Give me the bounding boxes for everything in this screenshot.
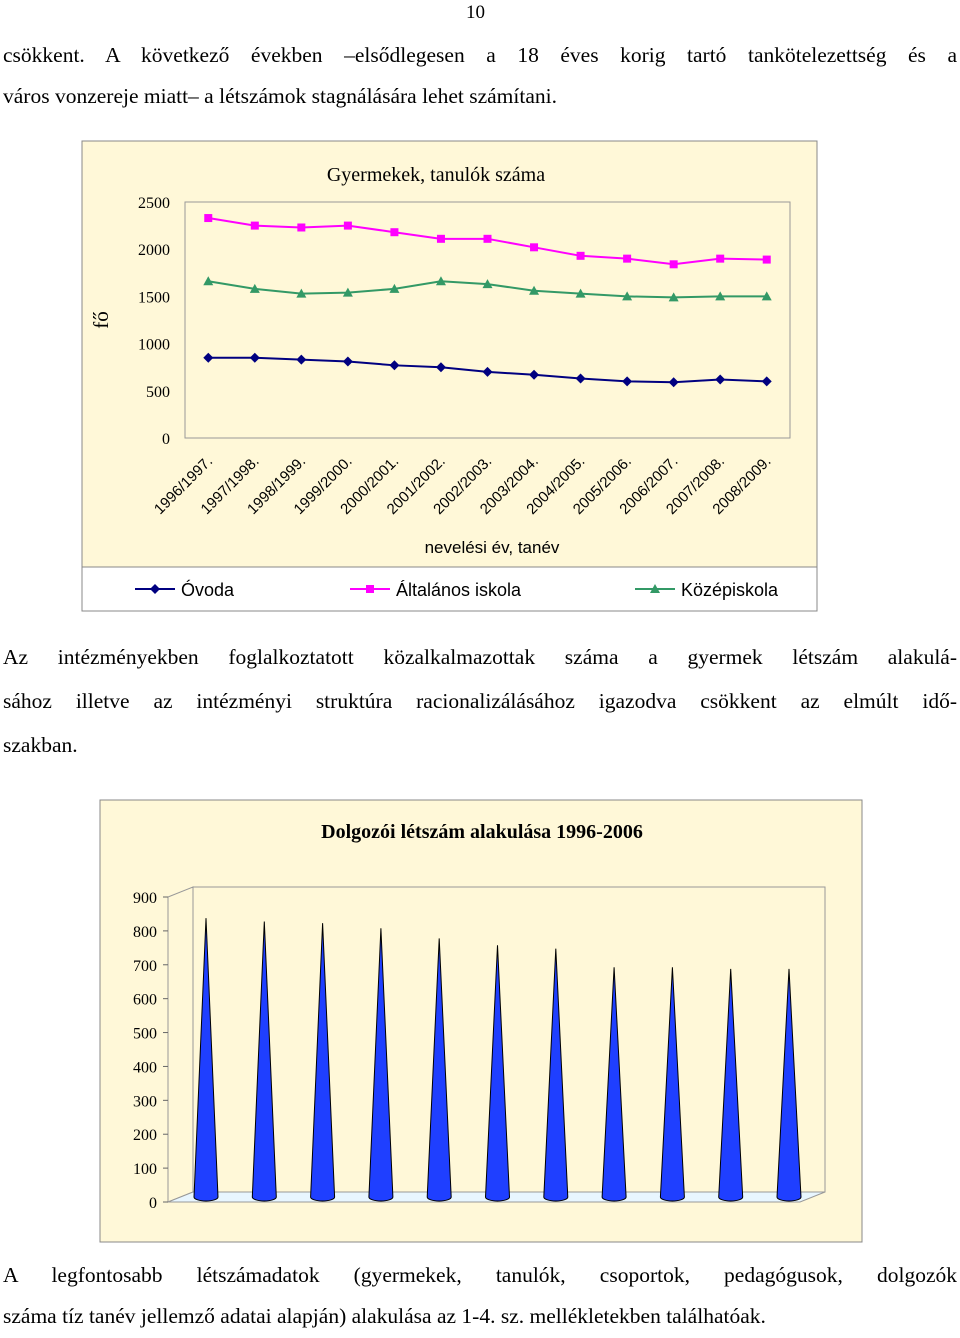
chart-1-x-tick-label: 1997/1998. (197, 452, 263, 518)
chart-1-x-tick-label: 2005/2006. (569, 452, 635, 518)
chart-1-y-axis-label: fő (89, 311, 113, 329)
chart-1-y-tick-label: 1500 (138, 289, 170, 307)
chart-2-y-tick-label: 0 (149, 1195, 157, 1212)
chart-1-legend-label: Óvoda (181, 580, 235, 600)
chart-2-y-tick-label: 300 (133, 1093, 157, 1111)
chart-2-y-tick-label: 800 (133, 923, 157, 941)
chart-1-legend-label: Középiskola (681, 580, 779, 600)
chart-1-x-tick-label: 2000/2001. (337, 452, 403, 518)
chart-2-y-tick-label: 700 (133, 957, 157, 975)
chart-1-x-tick-label: 2003/2004. (476, 452, 542, 518)
chart-1-x-tick-label: 2007/2008. (662, 452, 729, 518)
chart-1-y-tick-label: 1000 (138, 336, 170, 354)
chart-1-x-axis-label: nevelési év, tanév (424, 538, 560, 557)
chart-1-x-tick-label: 1999/2000. (290, 452, 356, 518)
paragraph-2-line-3: szakban. (3, 733, 78, 757)
chart-2-y-tick-label: 100 (133, 1161, 157, 1179)
chart-1-x-tick-label: 1996/1997. (150, 452, 217, 518)
chart-1-x-tick-label: 2001/2002. (383, 452, 449, 518)
chart-1-y-tick-label: 0 (162, 431, 170, 448)
chart-2-plot-group (133, 887, 825, 1212)
chart-2-y-tick-label: 500 (133, 1025, 157, 1043)
chart-1-y-tick-label: 2000 (138, 242, 170, 260)
chart-2-title: Dolgozói létszám alakulása 1996-2006 (321, 821, 643, 843)
chart-1-x-tick-label: 2002/2003. (430, 452, 496, 518)
chart-1-y-tick-label: 500 (146, 383, 170, 401)
paragraph-2-line-1: Az intézményekben foglalkoztatott közalkalmazottak száma a gyermek létszám alakulá- (3, 645, 957, 669)
paragraph-2-line-2: sához illetve az intézményi struktúra racionalizálásához igazodva csökkent az elmúlt idő- (3, 689, 957, 713)
paragraph-3-line-2: száma tíz tanév jellemző adatai alapján) alakulása az 1-4. sz. mellékletekben találhatóak. (3, 1304, 766, 1328)
chart-1-x-tick-label: 2008/2009. (709, 452, 775, 518)
paragraph-3-line-1: A legfontosabb létszámadatok (gyermekek, tanulók, csoportok, pedagógusok, dolgozók (3, 1263, 957, 1287)
paragraph-1-line-1: csökkent. A következő években –elsődlegesen a 18 éves korig tartó tankötelezettség és a (3, 43, 957, 67)
paragraph-1-line-2: város vonzereje miatt– a létszámok stagnálására lehet számítani. (3, 84, 557, 108)
chart-2-y-tick-label: 200 (133, 1127, 157, 1145)
chart-2-side-wall (168, 887, 193, 1202)
chart-1-x-tick-label: 1998/1999. (244, 452, 310, 518)
chart-1-title: Gyermekek, tanulók száma (326, 164, 546, 186)
page-number: 10 (466, 2, 485, 23)
chart-1-x-tick-label: 2004/2005. (523, 452, 589, 518)
chart-1-y-tick-label: 2500 (138, 195, 170, 212)
chart-2-y-tick-label: 900 (133, 890, 157, 907)
chart-1-x-tick-label: 2006/2007. (616, 452, 682, 518)
paragraph-3 (3, 1255, 957, 1337)
chart-1-legend-label: Általános iskola (396, 580, 522, 600)
chart-2-y-tick-label: 600 (133, 991, 157, 1009)
chart-2-y-tick-label: 400 (133, 1059, 157, 1077)
